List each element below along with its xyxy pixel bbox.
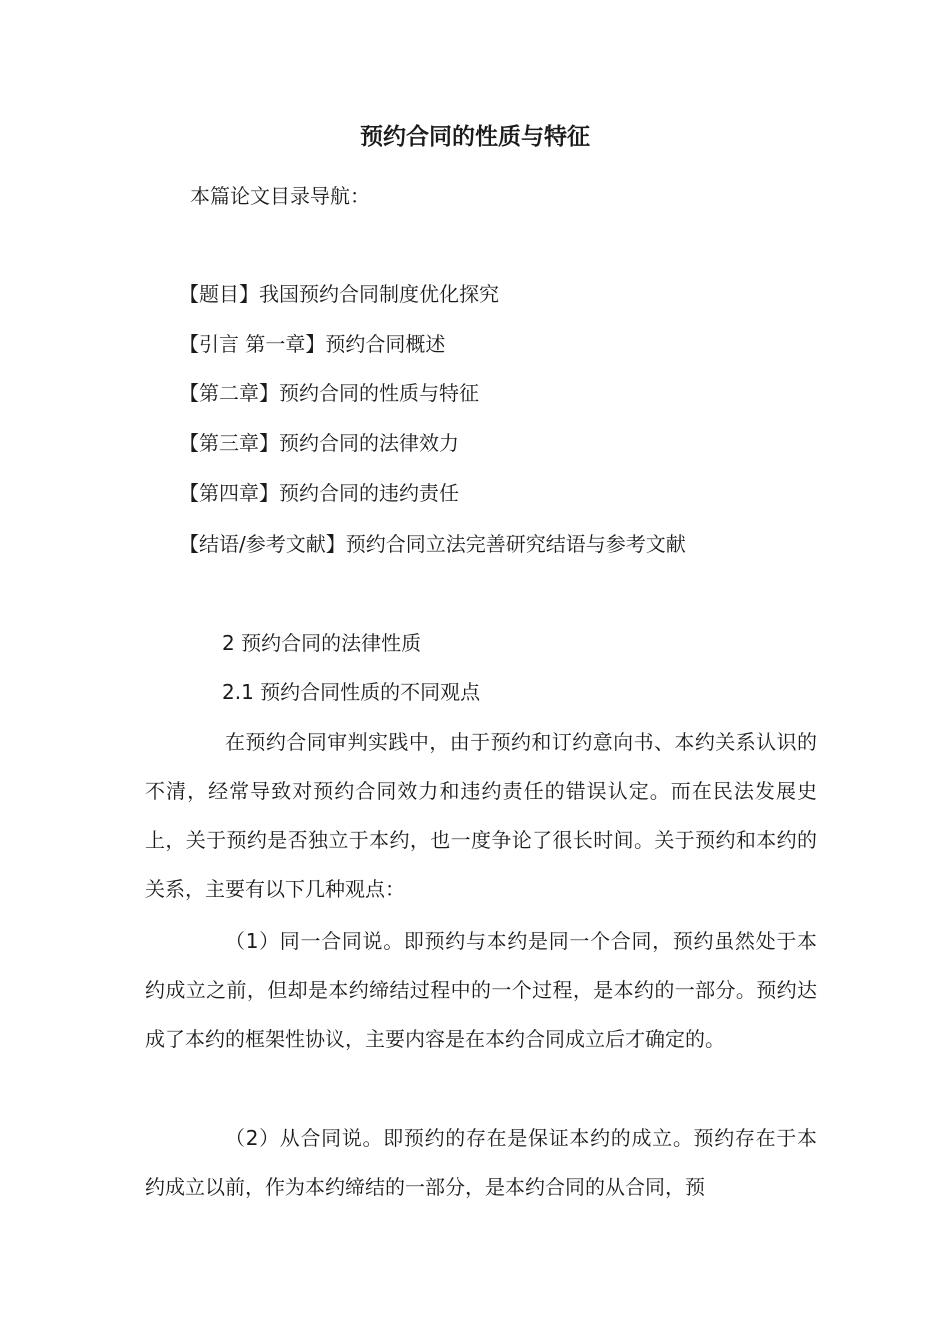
body-paragraph-2: （1）同一合同说。即预约与本约是同一个合同，预约虽然处于本约成立之前，但却是本约缔结过程中的一个过程，是本约的一部分。预约达成了本约的框架性协议，主要内容是在本约合同成立后才确定的。	[145, 929, 817, 1051]
body-paragraph-3: （2）从合同说。即预约的存在是保证本约的成立。预约存在于本约成立以前，作为本约缔结的一部分，是本约合同的从合同，预	[145, 1126, 817, 1199]
toc-item-chapter-1: 【引言 第一章】预约合同概述	[179, 332, 446, 356]
document-title: 预约合同的性质与特征	[360, 124, 590, 150]
toc-heading: 本篇论文目录导航：	[190, 184, 370, 208]
toc-item-chapter-3: 【第三章】预约合同的法律效力	[179, 431, 459, 455]
subsection-heading: 2.1 预约合同性质的不同观点	[222, 680, 481, 704]
body-paragraph-1: 在预约合同审判实践中，由于预约和订约意向书、本约关系认识的不清，经常导致对预约合同效力和违约责任的错误认定。而在民法发展史上，关于预约是否独立于本约，也一度争论了很长时间。关于预约和本约的关系，主要有以下几种观点：	[145, 730, 817, 901]
toc-item-chapter-4: 【第四章】预约合同的违约责任	[179, 481, 459, 505]
section-heading: 2 预约合同的法律性质	[222, 631, 422, 655]
toc-item-conclusion: 【结语/参考文献】预约合同立法完善研究结语与参考文献	[179, 532, 686, 556]
toc-item-title: 【题目】我国预约合同制度优化探究	[179, 282, 499, 306]
toc-item-chapter-2: 【第二章】预约合同的性质与特征	[179, 381, 479, 405]
